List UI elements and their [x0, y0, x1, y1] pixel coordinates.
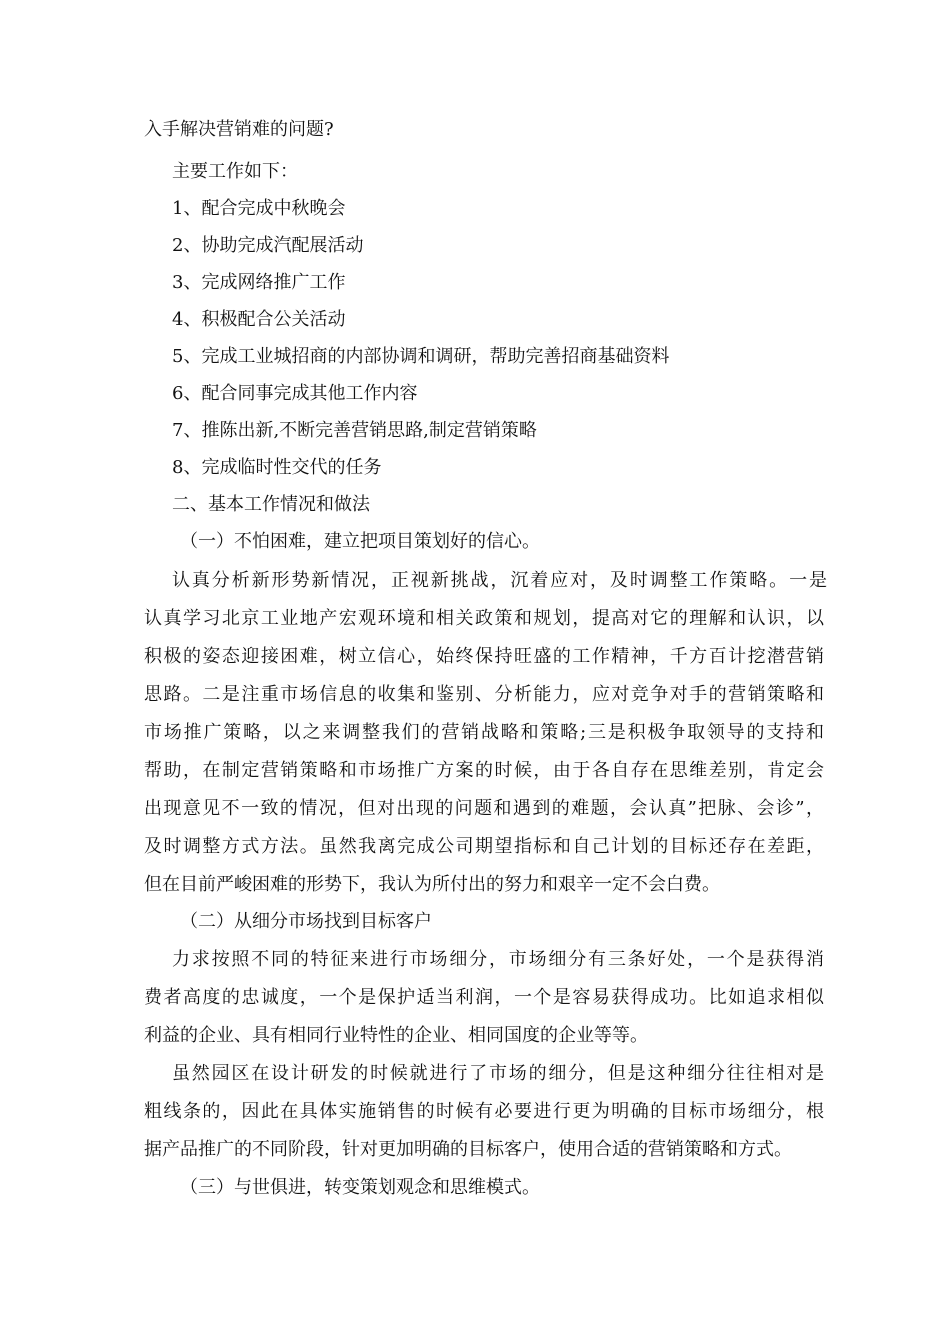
section-heading: 二、基本工作情况和做法	[172, 494, 370, 515]
paragraph-line: 认真分析新形势新情况，正视新挑战，沉着应对，及时调整工作策略。一是	[172, 570, 827, 591]
continuation-line: 入手解决营销难的问题?	[144, 119, 334, 140]
work-intro: 主要工作如下：	[172, 161, 298, 182]
paragraph-line: 利益的企业、具有相同行业特性的企业、相同国度的企业等等。	[144, 1025, 648, 1046]
paragraph-line: 积极的姿态迎接困难，树立信心，始终保持旺盛的工作精神，千方百计挖潜营销	[144, 646, 824, 667]
paragraph-line: 出现意见不一致的情况，但对出现的问题和遇到的难题，会认真”把脉、会诊”，	[144, 798, 824, 819]
paragraph-line: 力求按照不同的特征来进行市场细分，市场细分有三条好处，一个是获得消	[172, 949, 824, 970]
paragraph-line: 据产品推广的不同阶段，针对更加明确的目标客户，使用合适的营销策略和方式。	[144, 1139, 792, 1160]
subsection-heading: （一）不怕困难，建立把项目策划好的信心。	[180, 531, 540, 552]
subsection-heading: （二）从细分市场找到目标客户	[180, 911, 432, 932]
paragraph-line: 帮助，在制定营销策略和市场推广方案的时候，由于各自存在思维差别，肯定会	[144, 760, 824, 781]
paragraph-line: 虽然园区在设计研发的时候就进行了市场的细分，但是这种细分往往相对是	[172, 1063, 824, 1084]
paragraph-line: 但在目前严峻困难的形势下，我认为所付出的努力和艰辛一定不会白费。	[144, 874, 720, 895]
paragraph-line: 及时调整方式方法。虽然我离完成公司期望指标和自己计划的目标还存在差距，	[144, 836, 824, 857]
work-item: 4、积极配合公关活动	[172, 309, 346, 330]
paragraph-line: 认真学习北京工业地产宏观环境和相关政策和规划，提高对它的理解和认识，以	[144, 608, 824, 629]
paragraph-line: 粗线条的，因此在具体实施销售的时候有必要进行更为明确的目标市场细分，根	[144, 1101, 824, 1122]
work-item: 7、推陈出新,不断完善营销思路,制定营销策略	[172, 420, 537, 441]
paragraph-line: 市场推广策略，以之来调整我们的营销战略和策略;三是积极争取领导的支持和	[144, 722, 824, 743]
paragraph-line: 思路。二是注重市场信息的收集和鉴别、分析能力，应对竞争对手的营销策略和	[144, 684, 824, 705]
work-item: 3、完成网络推广工作	[172, 272, 346, 293]
work-item: 1、配合完成中秋晚会	[172, 198, 346, 219]
work-item: 8、完成临时性交代的任务	[172, 457, 382, 478]
work-item: 5、完成工业城招商的内部协调和调研，帮助完善招商基础资料	[172, 346, 670, 367]
subsection-heading: （三）与世俱进，转变策划观念和思维模式。	[180, 1177, 540, 1198]
work-item: 6、配合同事完成其他工作内容	[172, 383, 418, 404]
work-item: 2、协助完成汽配展活动	[172, 235, 364, 256]
paragraph-line: 费者高度的忠诚度，一个是保护适当利润，一个是容易获得成功。比如追求相似	[144, 987, 824, 1008]
